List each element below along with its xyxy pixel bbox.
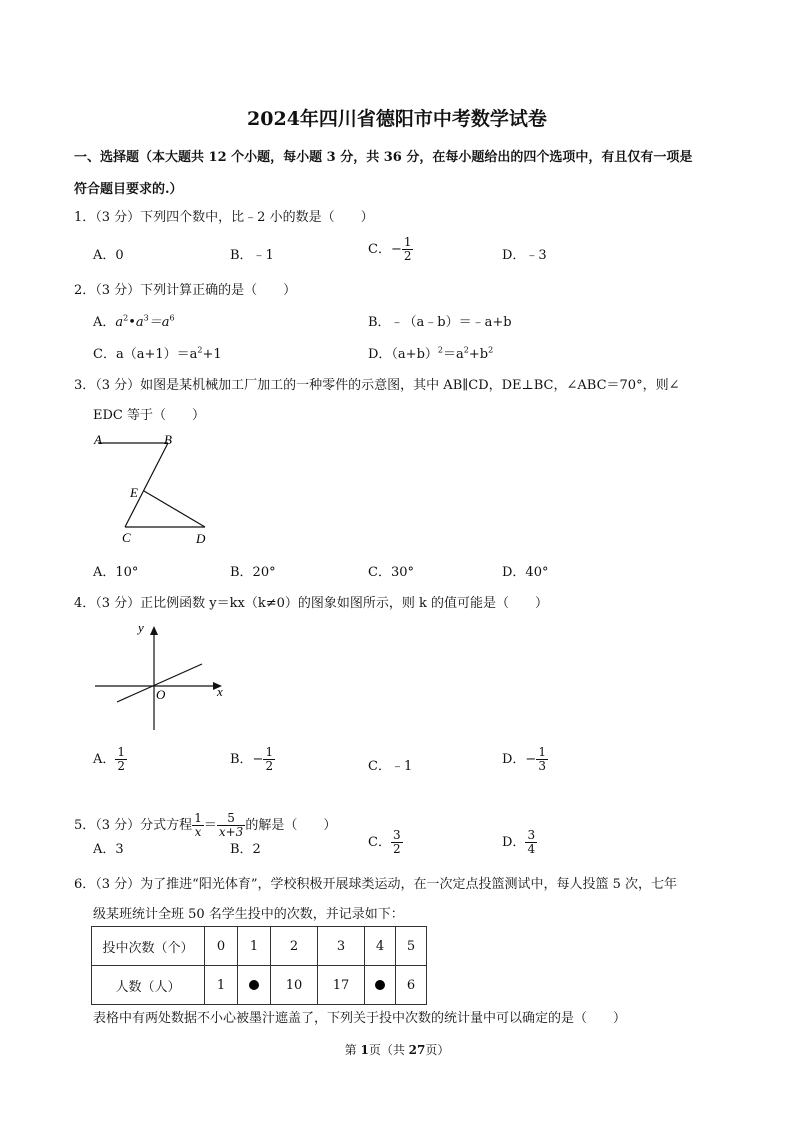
q2-a-exp1: 2 — [123, 313, 129, 323]
q5-c-fraction — [391, 829, 403, 856]
footer-total-pages: 27 — [408, 1043, 426, 1057]
q5-option-c — [368, 829, 403, 856]
q2-c-prefix: C．a（a+1）＝a — [93, 347, 198, 362]
q4-d-denominator: 3 — [538, 759, 546, 773]
table-cell: 5 — [396, 927, 427, 966]
q1-option-c — [368, 236, 413, 263]
page-footer — [0, 1041, 794, 1058]
q3-option-a: A．10° — [93, 565, 139, 580]
q5-stem-post: 的解是（ ） — [245, 818, 337, 833]
table-row — [92, 927, 427, 966]
q5-d-numerator: 3 — [527, 828, 536, 842]
q4-b-numerator: 1 — [265, 745, 274, 759]
q4-option-c: C．﹣1 — [368, 759, 413, 774]
label-y: y — [138, 620, 144, 635]
q5-f1-numerator: 1 — [194, 811, 202, 825]
q4-d-fraction — [536, 746, 548, 773]
q4-stem: 4．（3 分）正比例函数 y＝kx（k≠0）的图象如图所示，则 k 的值可能是（ ） — [74, 596, 549, 611]
table-cell: 2 — [271, 927, 318, 966]
line-ed — [144, 491, 205, 527]
q2-d-exp1: 2 — [437, 345, 443, 355]
q4-d-numerator: 1 — [538, 745, 546, 759]
section-heading-line2: 符合题目要求的.） — [74, 182, 183, 197]
q1-option-b: B．﹣1 — [230, 248, 274, 263]
section-heading-line1: 一、选择题（本大题共 12 个小题，每小题 3 分，共 36 分，在每小题给出的四个选项中，有且仅有一项是 — [74, 150, 693, 165]
table-cell: 1 — [205, 966, 238, 1005]
q2-option-a — [93, 311, 175, 330]
q5-c-prefix: C． — [368, 835, 391, 850]
q5-d-denominator: 4 — [527, 842, 536, 856]
q2-a-base: a — [115, 315, 124, 330]
q6-note: 表格中有两处数据不小心被墨汁遮盖了，下列关于投中次数的统计量中可以确定的是（ ） — [93, 1011, 627, 1026]
label-a: A — [94, 432, 102, 447]
q4-option-b — [230, 746, 275, 773]
table-cell-ink-blot — [365, 966, 396, 1005]
q5-fraction-left — [192, 812, 204, 839]
q3-option-d: D．40° — [502, 565, 549, 580]
footer-page-number: 1 — [360, 1043, 369, 1057]
q4-option-a — [93, 746, 127, 773]
q1-option-d: D．﹣3 — [502, 248, 547, 263]
q2-c-suffix: +1 — [202, 347, 222, 362]
q2-option-d — [368, 343, 493, 362]
q2-c-exp: 2 — [197, 345, 203, 355]
q1-c-denominator: 2 — [403, 249, 412, 263]
q5-c-denominator: 2 — [392, 842, 401, 856]
q1-c-numerator: 1 — [403, 235, 412, 249]
table-cell: 10 — [271, 966, 318, 1005]
ink-blot-icon — [249, 980, 259, 990]
table-cell: 17 — [318, 966, 365, 1005]
q3-stem-line1: 3．（3 分）如图是某机械加工厂加工的一种零件的示意图，其中 AB∥CD，DE⊥BC，∠ABC＝70°，则∠ — [74, 378, 680, 393]
q3-option-b: B．20° — [230, 565, 276, 580]
footer-post: 页） — [425, 1043, 450, 1057]
q5-f2-numerator: 5 — [217, 812, 245, 826]
q1-option-c-fraction — [402, 236, 414, 263]
table-cell: 0 — [205, 927, 238, 966]
q4-option-d — [502, 746, 548, 773]
q4-graph-figure — [90, 618, 240, 733]
q4-b-fraction — [263, 746, 275, 773]
q3-option-c: C．30° — [368, 565, 414, 580]
q5-f2-denominator: x+3 — [218, 825, 244, 839]
label-c: C — [122, 530, 131, 545]
table-row — [92, 966, 427, 1005]
q1-option-a: A．0 — [93, 248, 124, 263]
ink-blot-icon — [375, 980, 385, 990]
q4-b-denominator: 2 — [265, 759, 274, 773]
q2-d-prefix: D．（a+b） — [368, 347, 438, 362]
q5-f1-denominator: x — [194, 825, 202, 839]
q5-stem-pre: 5．（3 分）分式方程 — [74, 818, 193, 833]
table-header-cell: 投中次数（个） — [92, 927, 205, 966]
table-cell: 6 — [396, 966, 427, 1005]
q2-a-mid: •a — [128, 315, 144, 330]
q4-d-prefix: D．− — [502, 752, 537, 767]
label-d: D — [196, 531, 206, 546]
q2-d-mid: ＝a — [442, 347, 464, 362]
q4-a-numerator: 1 — [117, 745, 126, 759]
q5-equals: ＝ — [203, 818, 217, 833]
q3-stem-line2: EDC 等于（ ） — [93, 408, 205, 423]
label-origin: O — [156, 687, 166, 702]
q5-stem — [74, 812, 336, 839]
q2-a-eq: ＝a — [148, 315, 170, 330]
y-axis-arrow — [150, 626, 158, 635]
q4-a-fraction — [115, 746, 127, 773]
score-table — [91, 926, 427, 1005]
q5-option-d — [502, 829, 537, 856]
q5-d-fraction — [525, 829, 537, 856]
q2-a-exp2: 3 — [143, 313, 149, 323]
table-cell-ink-blot — [238, 966, 271, 1005]
q2-d-tail: +b — [468, 347, 489, 362]
q5-option-a: A．3 — [93, 842, 124, 857]
label-e: E — [130, 485, 138, 500]
table-cell: 3 — [318, 927, 365, 966]
table-cell: 4 — [365, 927, 396, 966]
q1-option-c-prefix: C．− — [368, 242, 402, 257]
q5-c-numerator: 3 — [392, 828, 401, 842]
q2-option-c — [93, 343, 222, 362]
q4-b-prefix: B．− — [230, 752, 264, 767]
label-b: B — [164, 432, 172, 447]
q4-a-denominator: 2 — [117, 759, 126, 773]
q2-a-exp3: 6 — [169, 313, 175, 323]
q6-stem-line1: 6．（3 分）为了推进“阳光体育”，学校积极开展球类运动，在一次定点投篮测试中，每人投篮 5 次，七年 — [74, 877, 678, 892]
q3-geometry-figure — [90, 430, 220, 550]
footer-pre: 第 — [344, 1043, 361, 1057]
q2-option-b: B．﹣（a﹣b）＝﹣a+b — [368, 315, 512, 330]
q2-stem: 2．（3 分）下列计算正确的是（ ） — [74, 283, 297, 298]
table-cell: 1 — [238, 927, 271, 966]
q4-a-prefix: A． — [93, 752, 116, 767]
exam-title: 2024年四川省德阳市中考数学试卷 — [247, 108, 547, 130]
table-header-cell: 人数（人） — [92, 966, 205, 1005]
q1-stem: 1．（3 分）下列四个数中，比﹣2 小的数是（ ） — [74, 210, 374, 225]
q5-d-prefix: D． — [502, 835, 526, 850]
q2-a-prefix: A． — [93, 315, 116, 330]
footer-mid: 页（共 — [368, 1043, 409, 1057]
q5-fraction-right — [217, 812, 245, 839]
q2-d-exp2: 2 — [463, 345, 469, 355]
q6-stem-line2: 级某班统计全班 50 名学生投中的次数，并记录如下： — [93, 907, 404, 922]
q5-option-b: B．2 — [230, 842, 261, 857]
label-x: x — [217, 684, 223, 699]
q2-d-exp3: 2 — [488, 345, 494, 355]
